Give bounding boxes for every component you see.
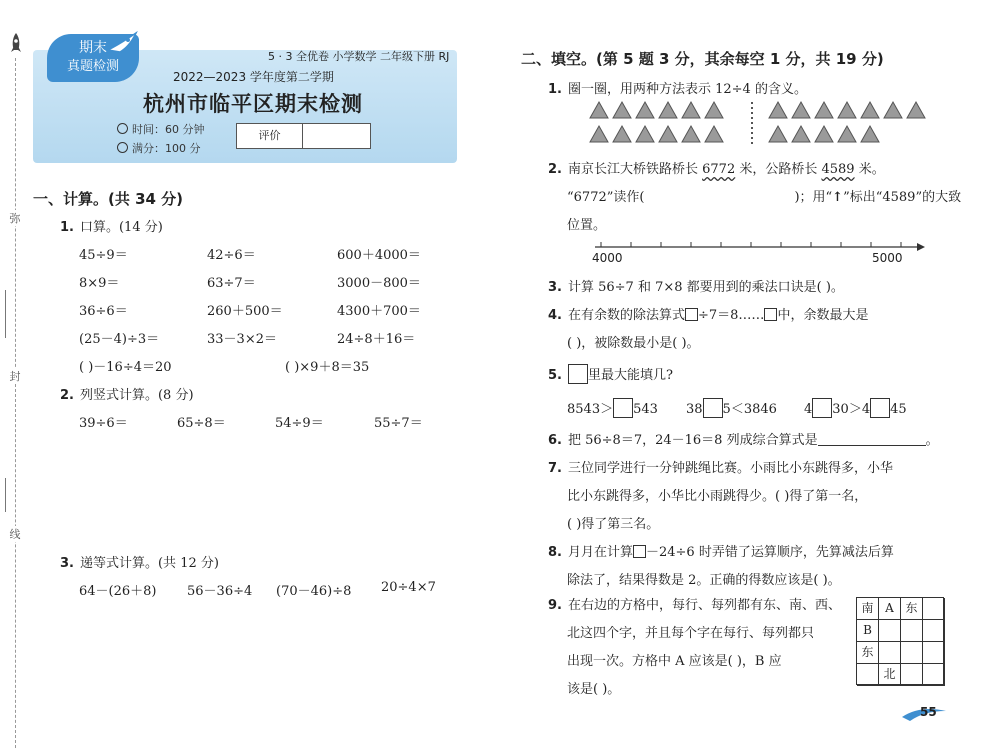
triangle-icon <box>861 102 879 118</box>
binding-char-seal2: 封 <box>7 368 23 384</box>
grid-cell <box>879 642 901 664</box>
triangle-icon <box>861 126 879 142</box>
check-icon <box>117 142 128 153</box>
triangle-icon <box>884 102 902 118</box>
triangle-icon <box>682 126 700 142</box>
vertical-calc-item: 39÷6＝ <box>79 416 128 431</box>
oral-calc-item: 4300＋700＝ <box>337 304 421 319</box>
triangle-icon <box>705 126 723 142</box>
s2-q8-line2: 除法了，结果得数是 2。正确的得数应该是( )。 <box>567 573 841 588</box>
oral-calc-item: 45÷9＝ <box>79 248 128 263</box>
oral-calc-item: 3000－800＝ <box>337 276 421 291</box>
s2-q1: 1. 圈一圈，用两种方法表示 12÷4 的含义。 <box>548 82 807 97</box>
section2-title: 二、填空。(第 5 题 3 分，其余每空 1 分，共 19 分) <box>521 50 884 68</box>
badge-line2: 真题检测 <box>66 59 119 74</box>
triangle-icon <box>838 126 856 142</box>
s2-q9-line3: 出现一次。方格中 A 应该是( )，B 应 <box>567 654 782 669</box>
s2-q7-line3: ( )得了第三名。 <box>567 517 660 532</box>
s2-q7-line1: 7. 三位同学进行一分钟跳绳比赛。小雨比小东跳得多，小华 <box>548 461 893 476</box>
s2-q9-line4: 该是( )。 <box>567 682 621 697</box>
grid-cell: 东 <box>857 642 879 664</box>
grid-cell <box>901 664 923 686</box>
oral-calc-item: 63÷7＝ <box>207 276 256 291</box>
grid-cell <box>923 598 945 620</box>
step-calc-item: 56－36÷4 <box>187 584 253 599</box>
blank-box[interactable] <box>764 308 777 321</box>
triangle-icon <box>815 126 833 142</box>
binding-char-line: 线 <box>7 526 23 542</box>
vertical-calc-item: 65÷8＝ <box>177 416 226 431</box>
blank-box-large <box>568 364 588 384</box>
triangle-groups[interactable] <box>588 100 944 148</box>
exam-time <box>117 121 205 137</box>
oral-calc-item: 33－3×2＝ <box>207 332 277 347</box>
grid-cell: 北 <box>879 664 901 686</box>
triangle-icon <box>590 102 608 118</box>
grid-cell: 南 <box>857 598 879 620</box>
blank-box-large[interactable] <box>613 398 633 418</box>
s2-q6: 6. 把 56÷8＝7，24－16＝8 列成综合算式是 。 <box>548 433 939 448</box>
rocket-icon <box>8 32 24 56</box>
arrow-up-icon: ↑ <box>832 190 844 205</box>
triangle-icon <box>907 102 925 118</box>
triangle-icon <box>613 102 631 118</box>
oral-calc-item: 600＋4000＝ <box>337 248 421 263</box>
s2-q3: 3. 计算 56÷7 和 7×8 都要用到的乘法口诀是( )。 <box>548 280 844 295</box>
vertical-calc-item: 55÷7＝ <box>374 416 423 431</box>
number-line-start-label: 4000 <box>592 251 623 265</box>
s2-q5: 5. 里最大能填几? <box>548 364 673 384</box>
grid-cell <box>857 664 879 686</box>
s2-q5-expr1: 8543＞ 543 <box>567 398 658 418</box>
grid-cell <box>879 620 901 642</box>
blank-box-large[interactable] <box>812 398 832 418</box>
triangle-icon <box>682 102 700 118</box>
oral-calc-item: (25－4)÷3＝ <box>79 332 160 347</box>
page-number: 55 <box>920 705 937 719</box>
s2-q7-line2: 比小东跳得多，小华比小雨跳得少。( )得了第一名， <box>567 489 868 504</box>
vertical-calc-item: 54÷9＝ <box>275 416 324 431</box>
blank-box[interactable] <box>633 545 646 558</box>
grid-cell <box>923 620 945 642</box>
triangle-icon <box>590 126 608 142</box>
blank-box[interactable] <box>685 308 698 321</box>
s2-q2-line3: 位置。 <box>567 218 607 233</box>
s2-q5-expr3: 4 30＞4 45 <box>804 398 907 418</box>
triangle-icon <box>659 102 677 118</box>
school-year: 2022—2023 学年度第二学期 <box>173 70 334 84</box>
s2-q9-line2: 北这四个字，并且每个字在每行、每列都只 <box>567 626 815 641</box>
s1-q2: 2. 列竖式计算。(8 分) <box>60 388 194 403</box>
grid-cell: 东 <box>901 598 923 620</box>
binding-bar <box>5 478 6 512</box>
fill-blank-calc-a[interactable]: ( )－16÷4＝20 <box>79 360 172 375</box>
step-calc-item: 64－(26＋8) <box>79 584 157 599</box>
exam-score <box>117 140 201 156</box>
number-line-end-label: 5000 <box>872 251 903 265</box>
s1-q3: 3. 递等式计算。(共 12 分) <box>60 556 219 571</box>
fill-blank-calc-b[interactable]: ( )×9＋8＝35 <box>285 360 370 375</box>
blank-box-large[interactable] <box>703 398 723 418</box>
step-calc-item: (70－46)÷8 <box>276 584 352 599</box>
clock-icon <box>117 123 128 134</box>
grid-cell <box>923 642 945 664</box>
triangle-icon <box>636 102 654 118</box>
triangle-icon <box>769 102 787 118</box>
grid-cell: B <box>857 620 879 642</box>
exam-score-text: 满分：100 分 <box>132 142 201 155</box>
oral-calc-item: 8×9＝ <box>79 276 120 291</box>
oral-calc-item: 36÷6＝ <box>79 304 128 319</box>
s2-q4-line1: 4. 在有余数的除法算式 ÷7＝8…… 中，余数最大是 <box>548 308 869 323</box>
s2-q5-expr2: 38 5＜3846 <box>686 398 777 418</box>
grid-cell <box>901 642 923 664</box>
direction-grid <box>856 597 944 685</box>
s2-q8-line1: 8. 月月在计算 －24÷6 时弄错了运算顺序，先算减法后算 <box>548 545 894 560</box>
s2-q2-line1: 2. 南京长江大桥铁路桥长 6772 米，公路桥长 4589 米。 <box>548 162 885 177</box>
answer-underline[interactable] <box>818 434 926 446</box>
exam-title: 杭州市临平区期末检测 <box>143 92 363 116</box>
s2-q2-line2: “6772”读作( )；用“↑”标出“4589”的大致 <box>567 190 962 205</box>
evaluation-box[interactable] <box>236 123 371 149</box>
triangle-icon <box>792 126 810 142</box>
triangle-icon <box>705 102 723 118</box>
badge-rocket-icon <box>106 30 140 54</box>
binding-char-seal: 弥 <box>7 210 23 226</box>
grid-cell <box>923 664 945 686</box>
triangle-icon <box>636 126 654 142</box>
binding-dashed-line <box>15 58 16 748</box>
triangle-icon <box>769 126 787 142</box>
oral-calc-item: 24÷8＋16＝ <box>337 332 416 347</box>
triangle-icon <box>613 126 631 142</box>
triangle-icon <box>792 102 810 118</box>
grid-cell: A <box>879 598 901 620</box>
oral-calc-item: 42÷6＝ <box>207 248 256 263</box>
s1-q1: 1. 口算。(14 分) <box>60 220 163 235</box>
badge-line1: 期末 <box>79 40 107 56</box>
s2-q9-line1: 9. 在右边的方格中，每行、每列都有东、南、西、 <box>548 598 841 613</box>
series-info: 5 · 3 全优卷 小学数学 二年级下册 RJ <box>268 50 450 63</box>
s2-q4-line2: ( )，被除数最小是( )。 <box>567 336 700 351</box>
grid-cell <box>901 620 923 642</box>
triangle-icon <box>815 102 833 118</box>
binding-bar <box>5 290 6 338</box>
evaluation-label: 评价 <box>237 124 303 148</box>
exam-time-text: 时间：60 分钟 <box>132 123 205 136</box>
oral-calc-item: 260＋500＝ <box>207 304 283 319</box>
step-calc-item: 20÷4×7 <box>381 580 436 595</box>
triangle-icon <box>659 126 677 142</box>
blank-box-large[interactable] <box>870 398 890 418</box>
triangle-icon <box>838 102 856 118</box>
section1-title: 一、计算。(共 34 分) <box>33 190 184 208</box>
